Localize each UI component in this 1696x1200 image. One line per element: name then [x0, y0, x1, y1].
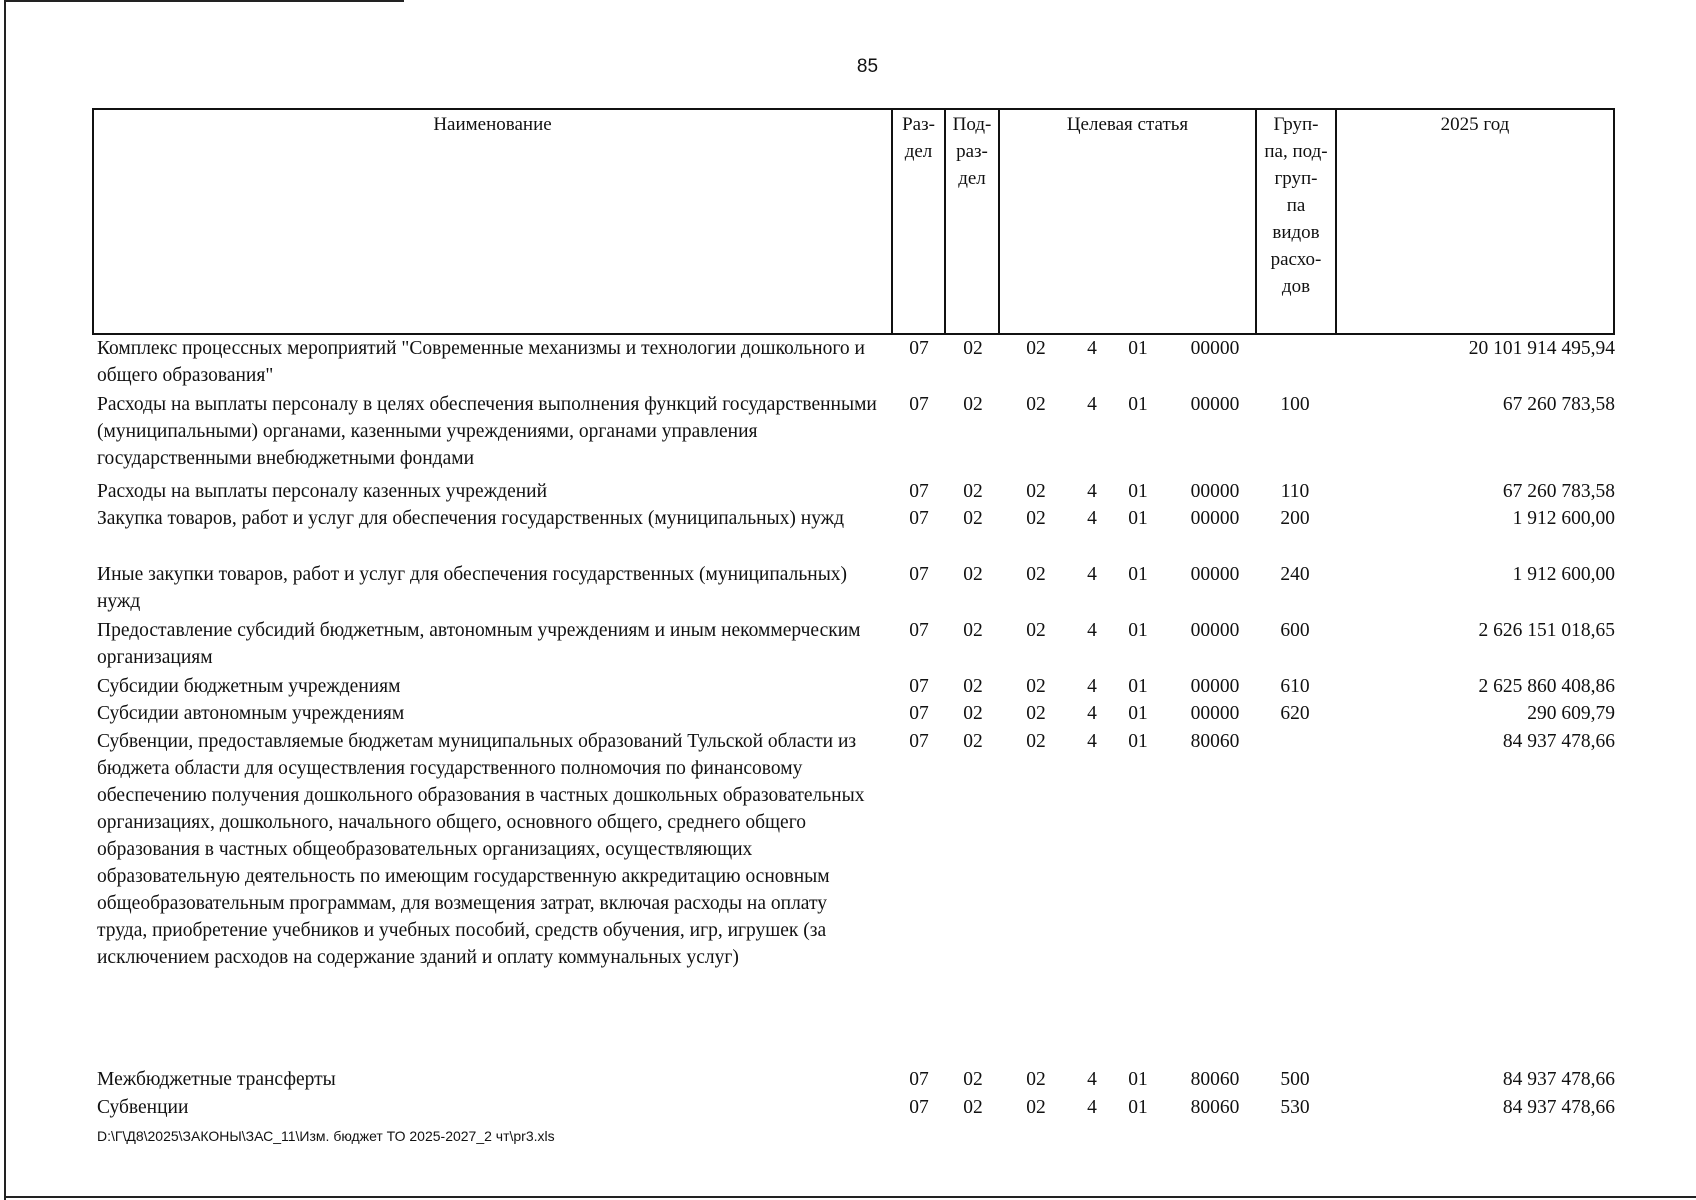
row-expense-group: 200: [1280, 508, 1310, 529]
row-amount: 67 260 783,58: [1502, 481, 1615, 502]
row-amount: 20 101 914 495,94: [1468, 338, 1615, 359]
row-target-direction: 80060: [1190, 1097, 1240, 1118]
row-podrazdel: 02: [963, 1069, 983, 1090]
row-razdel: 07: [909, 338, 929, 359]
row-podrazdel: 02: [963, 338, 983, 359]
row-target-program: 02: [1026, 481, 1046, 502]
row-target-program: 02: [1026, 676, 1046, 697]
row-target-type: 4: [1087, 338, 1097, 359]
row-name: Комплекс процессных мероприятий "Современные механизмы и технологии дошкольного и общего образования": [97, 338, 865, 386]
row-target-subprogram: 01: [1128, 703, 1148, 724]
page-number: 85: [856, 56, 879, 77]
row-razdel: 07: [909, 1097, 929, 1118]
row-target-subprogram: 01: [1128, 508, 1148, 529]
row-amount: 2 625 860 408,86: [1478, 676, 1615, 697]
row-target-program: 02: [1026, 338, 1046, 359]
row-podrazdel: 02: [963, 731, 983, 752]
row-target-direction: 00000: [1190, 338, 1240, 359]
row-podrazdel: 02: [963, 564, 983, 585]
row-amount: 290 609,79: [1527, 703, 1615, 724]
row-name: Субсидии автономным учреждениям: [97, 703, 405, 724]
row-podrazdel: 02: [963, 394, 983, 415]
row-amount: 1 912 600,00: [1512, 508, 1615, 529]
row-target-type: 4: [1087, 394, 1097, 415]
row-target-direction: 00000: [1190, 703, 1240, 724]
row-target-subprogram: 01: [1128, 394, 1148, 415]
row-podrazdel: 02: [963, 620, 983, 641]
header-divider: [1335, 108, 1337, 335]
row-target-subprogram: 01: [1128, 1097, 1148, 1118]
row-target-direction: 80060: [1190, 731, 1240, 752]
row-razdel: 07: [909, 620, 929, 641]
row-target-program: 02: [1026, 508, 1046, 529]
row-target-program: 02: [1026, 703, 1046, 724]
row-amount: 84 937 478,66: [1502, 1097, 1615, 1118]
row-razdel: 07: [909, 1069, 929, 1090]
page-border-bottom: [4, 1196, 1696, 1198]
row-target-direction: 00000: [1190, 508, 1240, 529]
row-amount: 84 937 478,66: [1502, 731, 1615, 752]
row-amount: 67 260 783,58: [1502, 394, 1615, 415]
row-amount: 2 626 151 018,65: [1478, 620, 1615, 641]
row-amount: 1 912 600,00: [1512, 564, 1615, 585]
row-name: Иные закупки товаров, работ и услуг для обеспечения государственных (муниципальных) нужд: [97, 564, 848, 612]
row-razdel: 07: [909, 394, 929, 415]
row-target-program: 02: [1026, 1097, 1046, 1118]
row-expense-group: 100: [1280, 394, 1310, 415]
row-razdel: 07: [909, 676, 929, 697]
row-target-program: 02: [1026, 564, 1046, 585]
row-name: Расходы на выплаты персоналу казенных учреждений: [97, 481, 548, 502]
row-podrazdel: 02: [963, 703, 983, 724]
row-expense-group: 500: [1280, 1069, 1310, 1090]
row-target-subprogram: 01: [1128, 676, 1148, 697]
row-target-type: 4: [1087, 703, 1097, 724]
row-podrazdel: 02: [963, 676, 983, 697]
row-name: Межбюджетные трансферты: [97, 1069, 336, 1090]
row-target-program: 02: [1026, 620, 1046, 641]
row-target-type: 4: [1087, 1069, 1097, 1090]
row-target-direction: 00000: [1190, 481, 1240, 502]
row-target-type: 4: [1087, 481, 1097, 502]
row-razdel: 07: [909, 508, 929, 529]
row-target-direction: 00000: [1190, 564, 1240, 585]
row-expense-group: 610: [1280, 676, 1310, 697]
header-razdel: Раз- дел: [902, 114, 935, 162]
row-expense-group: 240: [1280, 564, 1310, 585]
header-name: Наименование: [433, 114, 552, 135]
row-target-program: 02: [1026, 731, 1046, 752]
row-target-direction: 00000: [1190, 620, 1240, 641]
row-razdel: 07: [909, 481, 929, 502]
row-expense-group: 620: [1280, 703, 1310, 724]
row-target-subprogram: 01: [1128, 564, 1148, 585]
header-expense-group: Груп- па, под- груп- па видов расхо- дов: [1264, 114, 1328, 297]
table-header: [92, 108, 1615, 335]
row-target-direction: 00000: [1190, 394, 1240, 415]
row-expense-group: 110: [1280, 481, 1310, 502]
row-target-type: 4: [1087, 564, 1097, 585]
header-target-article: Целевая статья: [1066, 114, 1189, 135]
row-target-subprogram: 01: [1128, 1069, 1148, 1090]
row-podrazdel: 02: [963, 1097, 983, 1118]
header-year: 2025 год: [1440, 114, 1510, 135]
row-target-direction: 00000: [1190, 676, 1240, 697]
row-target-subprogram: 01: [1128, 481, 1148, 502]
header-divider: [998, 108, 1000, 335]
row-name: Субвенции: [97, 1097, 189, 1118]
page-border-left: [4, 0, 6, 1200]
row-name: Субсидии бюджетным учреждениям: [97, 676, 401, 697]
row-target-program: 02: [1026, 1069, 1046, 1090]
row-expense-group: 530: [1280, 1097, 1310, 1118]
row-podrazdel: 02: [963, 508, 983, 529]
row-razdel: 07: [909, 564, 929, 585]
row-name: Субвенции, предоставляемые бюджетам муниципальных образований Тульской области из бюджета области для осуществления государственного полномочия по финансовому обеспечению получения дошкольного образования в частных дошкольных образовательных организациях, дошкольного, начального общего, основного общего, среднего общего образования в частных общеобразовательных организациях, осуществляющих образовательную деятельность по имеющим государственную аккредитацию основным общеобразовательным программам, для возмещения затрат, включая расходы на оплату труда, приобретение учебников и учебных пособий, средств обучения, игр, игрушек (за исключением расходов на содержание зданий и оплату коммунальных услуг): [97, 731, 865, 968]
page-border-top: [4, 0, 404, 2]
row-target-type: 4: [1087, 731, 1097, 752]
row-target-type: 4: [1087, 676, 1097, 697]
row-name: Предоставление субсидий бюджетным, автономным учреждениям и иным некоммерческим организациям: [97, 620, 861, 668]
header-podrazdel: Под- раз- дел: [952, 114, 992, 189]
row-target-subprogram: 01: [1128, 731, 1148, 752]
row-target-program: 02: [1026, 394, 1046, 415]
row-razdel: 07: [909, 703, 929, 724]
row-target-direction: 80060: [1190, 1069, 1240, 1090]
row-expense-group: 600: [1280, 620, 1310, 641]
row-razdel: 07: [909, 731, 929, 752]
row-target-type: 4: [1087, 508, 1097, 529]
row-podrazdel: 02: [963, 481, 983, 502]
row-name: Закупка товаров, работ и услуг для обеспечения государственных (муниципальных) нужд: [97, 508, 845, 529]
row-target-type: 4: [1087, 620, 1097, 641]
row-target-subprogram: 01: [1128, 338, 1148, 359]
row-amount: 84 937 478,66: [1502, 1069, 1615, 1090]
row-target-type: 4: [1087, 1097, 1097, 1118]
file-path: D:\Г\Д8\2025\ЗАКОНЫ\ЗАС_11\Изм. бюджет ТО 2025-2027_2 чт\pr3.xls: [97, 1128, 555, 1144]
row-name: Расходы на выплаты персоналу в целях обеспечения выполнения функций государственными (муниципальными) органами, казенными учреждениями, органами управления государственными внебюджетными фондами: [97, 394, 877, 469]
row-target-subprogram: 01: [1128, 620, 1148, 641]
